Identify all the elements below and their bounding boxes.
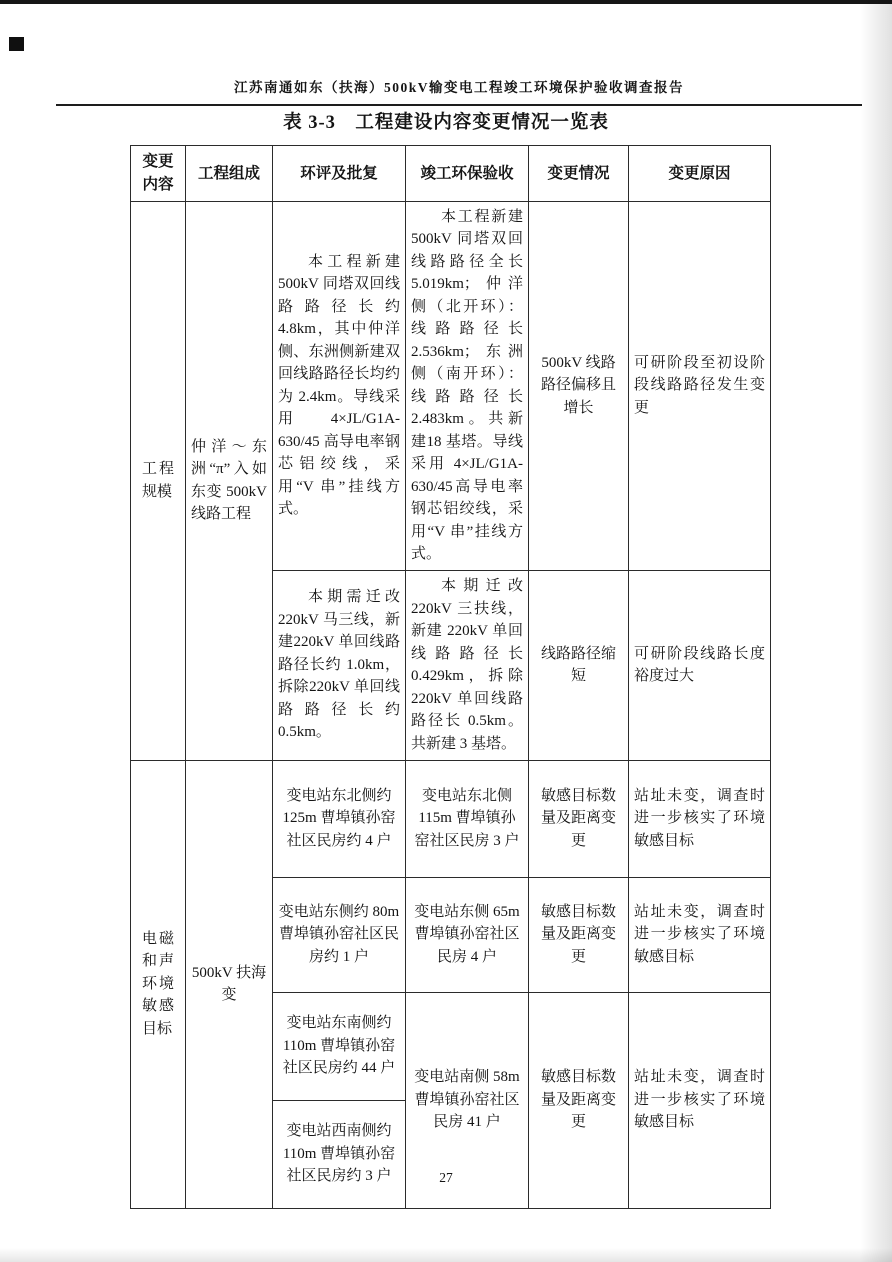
cell-change-r5-r6: 敏感目标数量及距离变更: [529, 992, 629, 1208]
change-summary-table: [130, 145, 771, 1209]
cell-eia-r4: 变电站东侧约 80m 曹埠镇孙窑社区民房约 1 户: [273, 877, 406, 992]
table-header-row: [131, 146, 771, 202]
col-header-change-item: 变更内容: [131, 146, 186, 202]
col-header-change: 变更情况: [529, 146, 629, 202]
page-number: 27: [439, 1170, 453, 1185]
cell-acceptance-r5-r6: 变电站南侧 58m 曹埠镇孙窑社区民房 41 户: [406, 992, 529, 1208]
table-row: [131, 760, 771, 877]
table-row: [131, 201, 771, 570]
acceptance-text-r2: 本期迁改220kV 三扶线，新建 220kV 单回线路路径长0.429km，拆除220kV 单回线路路径长 0.5km。共新建 3 基塔。: [411, 578, 523, 752]
cell-acceptance-r1: [406, 201, 529, 570]
eia-text-r1: 本工程新建500kV 同塔双回线路路径长约 4.8km，其中仲洋侧、东洲侧新建双回线路路径长均约为 2.4km。导线采用 4×JL/G1A-630/45 高导电率钢芯铝绞线，采用“V 串”挂线方式。: [278, 253, 400, 517]
col-header-eia: 环评及批复: [273, 146, 406, 202]
scan-artifact-mark: [9, 37, 24, 51]
col-header-acceptance: 竣工环保验收: [406, 146, 529, 202]
cell-acceptance-r4: 变电站东侧 65m 曹埠镇孙窑社区民房 4 户: [406, 877, 529, 992]
scan-top-bar: [0, 0, 892, 4]
cell-reason-r5-r6: 站址未变，调查时进一步核实了环境敏感目标: [629, 992, 771, 1208]
cell-change-r3: 敏感目标数量及距离变更: [529, 760, 629, 877]
scan-shade-bottom: [0, 1248, 892, 1262]
cell-eia-r6: 变电站西南侧约110m 曹埠镇孙窑社区民房约 3 户: [273, 1100, 406, 1208]
cell-change-r2: 线路路径缩短: [529, 570, 629, 760]
cell-change-r4: 敏感目标数量及距离变更: [529, 877, 629, 992]
col-header-reason: 变更原因: [629, 146, 771, 202]
table-title: 表 3-3 工程建设内容变更情况一览表: [283, 113, 609, 133]
cell-eia-r1: [273, 201, 406, 570]
eia-text-r2: 本期需迁改220kV 马三线，新建220kV 单回线路路径长约 1.0km，拆除220kV 单回线路路径长约0.5km。: [278, 589, 400, 741]
cell-group2-project: 500kV 扶海变: [186, 760, 273, 1208]
cell-group1-project: 仲洋～东洲“π”入如东变 500kV 线路工程: [186, 201, 273, 760]
cell-eia-r2: [273, 570, 406, 760]
cell-reason-r4: 站址未变，调查时进一步核实了环境敏感目标: [629, 877, 771, 992]
cell-group1-item: [131, 201, 186, 760]
cell-acceptance-r3: 变电站东北侧115m 曹埠镇孙窑社区民房 3 户: [406, 760, 529, 877]
cell-eia-r3: 变电站东北侧约125m 曹埠镇孙窑社区民房约 4 户: [273, 760, 406, 877]
cell-change-r1: 500kV 线路路径偏移且增长: [529, 201, 629, 570]
group2-item-label: 电磁和声环境敏感目标: [142, 930, 174, 1037]
group1-item-label: 工程规模: [142, 461, 174, 500]
cell-eia-r5: 变电站东南侧约110m 曹埠镇孙窑社区民房约 44 户: [273, 992, 406, 1100]
cell-reason-r2: 可研阶段线路长度裕度过大: [629, 570, 771, 760]
cell-group2-item: [131, 760, 186, 1208]
cell-reason-r1: 可研阶段至初设阶段线路路径发生变更: [629, 201, 771, 570]
acceptance-text-r1: 本工程新建500kV 同塔双回线路路径全长5.019km；仲洋侧（北开环）：线路路径长 2.536km；东洲侧（南开环）：线路路径长2.483km。共新建18 基塔。导线采用 4×JL/G1A-630/45高导电率钢芯铝绞线，采用“V 串”挂线方式。: [411, 208, 523, 562]
document-header: 江苏南通如东（扶海）500kV输变电工程竣工环境保护验收调查报告: [56, 76, 862, 106]
cell-acceptance-r2: [406, 570, 529, 760]
cell-reason-r3: 站址未变，调查时进一步核实了环境敏感目标: [629, 760, 771, 877]
scan-shade-right: [860, 0, 892, 1262]
col-header-project: 工程组成: [186, 146, 273, 202]
